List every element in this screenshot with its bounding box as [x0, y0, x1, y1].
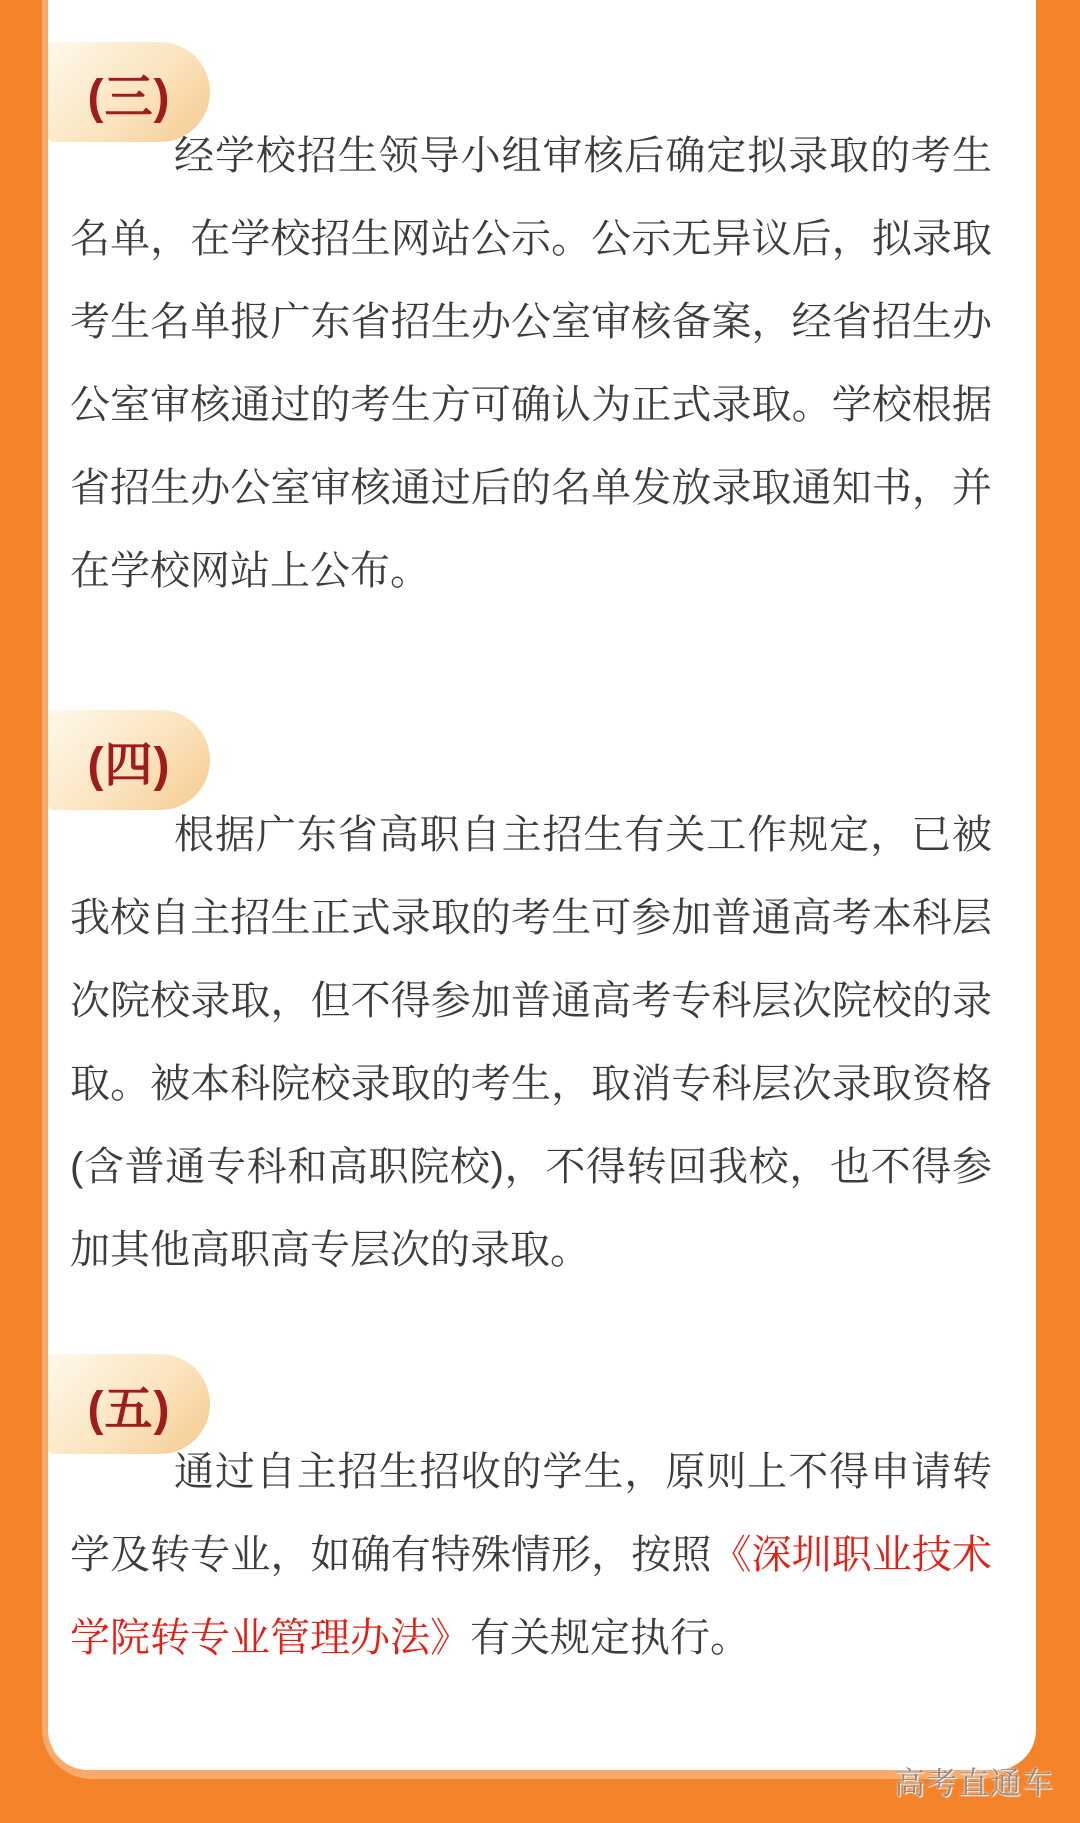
section-badge-three-label: (三) — [87, 70, 171, 124]
section-five-paragraph — [70, 1431, 992, 1680]
section-five-text-before: 通过自主招生招收的学生，原则上不得申请转学及转专业，如确有特殊情形，按照 — [70, 1450, 992, 1577]
section-badge-four-label: (四) — [87, 738, 171, 792]
regulation-title-reference: 《深圳职业技术学院转专业管理办法》 — [70, 1533, 993, 1660]
section-five-text-after: 有关规定执行。 — [470, 1616, 750, 1660]
section-badge-five-label: (五) — [87, 1382, 171, 1436]
section-three-paragraph: 经学校招生领导小组审核后确定拟录取的考生名单，在学校招生网站公示。公示无异议后，拟录取考生名单报广东省招生办公室审核备案，经省招生办公室审核通过的考生方可确认为正式录取。学校根据省招生办公室审核通过后的名单发放录取通知书，并在学校网站上公布。 — [70, 134, 992, 593]
content-card — [48, 0, 1036, 1770]
section-four-paragraph: 根据广东省高职自主招生有关工作规定，已被我校自主招生正式录取的考生可参加普通高考本科层次院校录取，但不得参加普通高考专科层次院校的录取。被本科院校录取的考生，取消专科层次录取资格(含普通专科和高职院校)，不得转回我校，也不得参加其他高职高专层次的录取。 — [70, 813, 992, 1272]
watermark-gaokao-zhitongche: 高考直通车 — [894, 1766, 1054, 1801]
